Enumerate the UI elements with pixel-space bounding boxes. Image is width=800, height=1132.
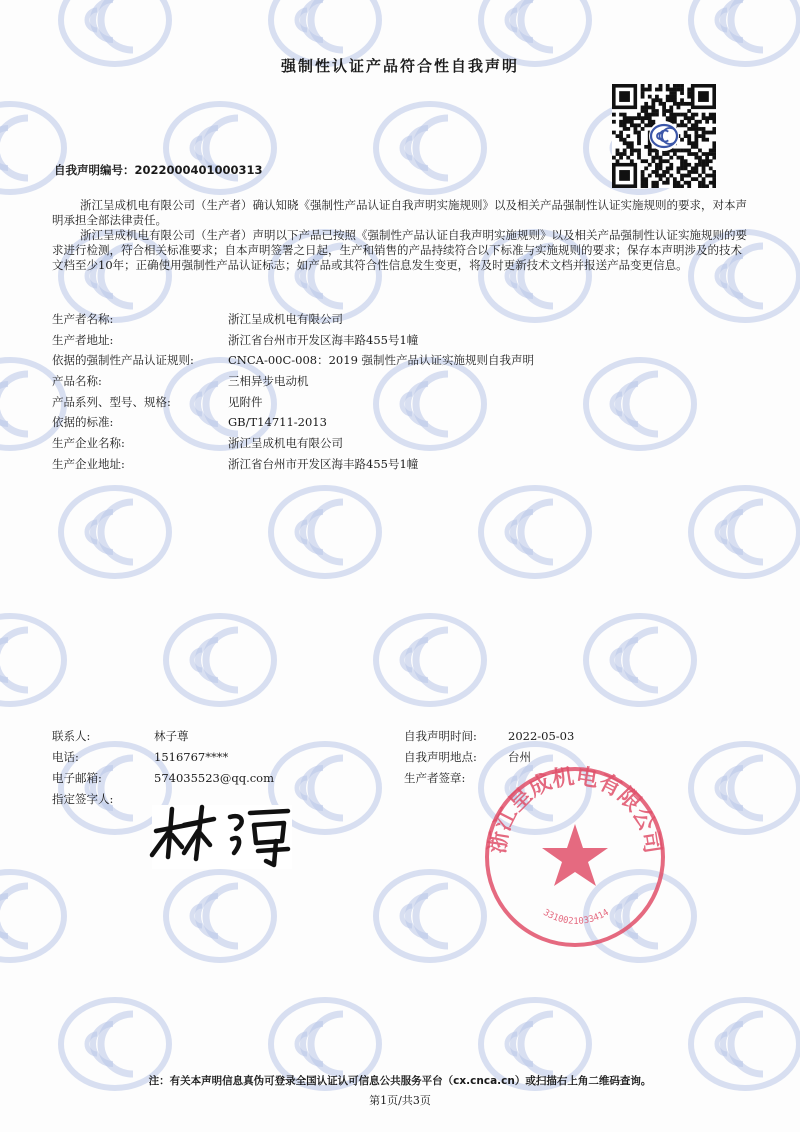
acknowledgement-paragraph: 浙江呈成机电有限公司（生产者）确认知晓《强制性产品认证自我声明实施规则》以及相关产品强制性认证实施规则的要求，对本声明承担全部法律责任。 [52,198,747,227]
product-info-table [52,309,752,475]
info-label: 生产企业地址: [52,456,125,471]
info-label: 依据的标准: [52,415,114,430]
phone-value: 1516767**** [154,750,229,764]
info-row-producer-address [52,330,752,351]
info-label: 生产企业名称: [52,436,125,451]
qr-code-image [612,84,716,188]
page-number: 第1页/共3页 [369,1094,431,1107]
svg-text:浙江呈成机电有限公司: 浙江呈成机电有限公司 [484,763,666,856]
info-row-standard [52,412,752,433]
info-label: 产品名称: [52,374,102,389]
info-value: CNCA-00C-008：2019 强制性产品认证实施规则自我声明 [228,353,535,368]
verification-footnote: 注：有关本声明信息真伪可登录全国认证认可信息公共服务平台（cx.cnca.cn）或扫描右上角二维码查询。 [148,1075,652,1087]
company-seal-stamp [480,762,670,952]
info-row-product-name [52,371,752,392]
contact-person-value: 林子尊 [154,729,189,743]
phone-label: 电话: [52,750,79,764]
declaration-time-value: 2022-05-03 [508,729,575,743]
info-value: 见附件 [228,394,263,409]
declaration-place-label: 自我声明地点: [404,750,477,764]
info-value: GB/T14711-2013 [228,415,327,430]
info-value: 浙江省台州市开发区海丰路455号1幢 [228,456,419,471]
info-value: 浙江呈成机电有限公司 [228,436,343,451]
email-label: 电子邮箱: [52,771,102,785]
declaration-number-label: 自我声明编号： [54,163,135,177]
handwritten-signature [138,795,298,875]
info-value: 三相异步电动机 [228,374,309,389]
info-row-product-models [52,392,752,413]
conformity-paragraph: 浙江呈成机电有限公司（生产者）声明以下产品已按照《强制性产品认证自我声明实施规则》以及相关产品强制性认证实施规则的要求进行检测，符合相关标准要求；自本声明签署之日起，生产和销售的产品持续符合以下标准与实施规则的要求；保存本声明涉及的技术文档至少10年；正确使用强制性产品认证标志；如产品或其符合性信息发生变更，将及时更新技术文档并报送产品变更信息。 [52,228,747,272]
qr-code[interactable] [612,84,716,188]
info-value: 浙江省台州市开发区海丰路455号1幢 [228,332,419,347]
signatory-label: 指定签字人: [52,792,114,806]
contact-person-row [52,726,274,747]
phone-row [52,747,274,768]
producer-seal-label: 生产者签章: [404,771,466,785]
info-row-certification-rule [52,350,752,371]
declaration-time-label: 自我声明时间: [404,729,477,743]
email-value[interactable]: 574035523@qq.com [154,771,274,785]
svg-text:3310021033414: 3310021033414 [541,907,611,927]
info-label: 生产者地址: [52,332,114,347]
declaration-number [54,162,263,178]
info-row-manufacturer-name [52,433,752,454]
info-label: 生产者名称: [52,312,114,326]
contact-person-label: 联系人: [52,729,91,743]
info-row-producer-name [52,309,752,330]
info-row-manufacturer-address [52,454,752,475]
document-title: 强制性认证产品符合性自我声明 [280,57,519,75]
info-label: 产品系列、型号、规格: [52,394,171,409]
declaration-place-value: 台州 [508,750,531,764]
info-value: 浙江呈成机电有限公司 [228,312,343,326]
email-row [52,768,274,789]
declaration-time-row [404,726,574,747]
info-label: 依据的强制性产品认证规则: [52,353,194,368]
declaration-number-value: 2022000401000313 [134,163,263,177]
